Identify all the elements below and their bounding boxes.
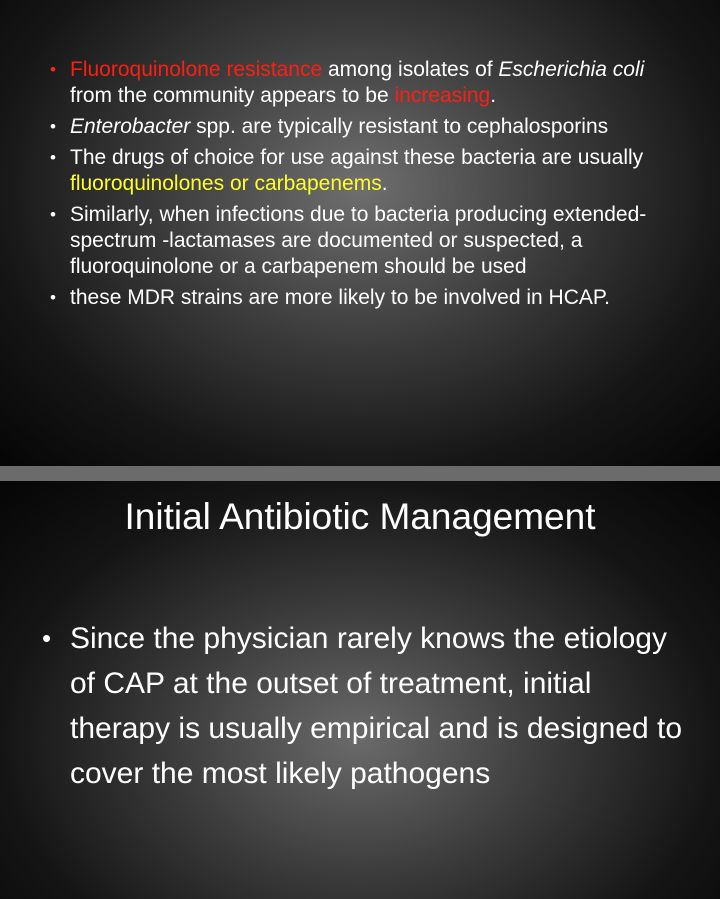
slide-title: Initial Antibiotic Management — [124, 496, 596, 537]
bullet-text: among isolates of — [322, 58, 499, 81]
bullet-item — [48, 57, 688, 109]
bullet-text: increasing — [394, 84, 491, 107]
bullet-text: spp. are typically resistant to cephalosporins — [190, 115, 609, 138]
bullet-text: . — [490, 84, 497, 107]
bullet-text: Similarly, when infections due to bacteria producing extended-spectrum -lactamases are documented or suspected, a fluoroquinolone or a carbapenem should be used — [70, 203, 647, 278]
bullet-text: The drugs of choice for use against these bacteria are usually — [70, 146, 644, 169]
slide-2-bullet-list — [42, 616, 692, 796]
slide-divider — [0, 466, 720, 481]
bullet-item — [42, 616, 692, 796]
bullet-item — [48, 145, 688, 197]
bullet-text: . — [381, 172, 388, 195]
bullet-text: Escherichia coli — [498, 58, 645, 81]
bullet-text: Enterobacter — [70, 115, 191, 138]
bullet-text: these MDR strains are more likely to be involved in HCAP. — [70, 286, 611, 309]
slide-2 — [0, 481, 720, 899]
bullet-text: fluoroquinolones or carbapenems — [70, 172, 382, 195]
slide-1-bullet-list — [48, 57, 688, 316]
bullet-item — [48, 202, 688, 280]
bullet-text: from the community appears to be — [70, 84, 395, 107]
bullet-text: Since the physician rarely knows the etiology of CAP at the outset of treatment, initial therapy is usually empirical and is designed to cover the most likely pathogens — [70, 622, 682, 790]
bullet-item — [48, 285, 688, 311]
bullet-text: Fluoroquinolone resistance — [70, 58, 323, 81]
bullet-item — [48, 114, 688, 140]
